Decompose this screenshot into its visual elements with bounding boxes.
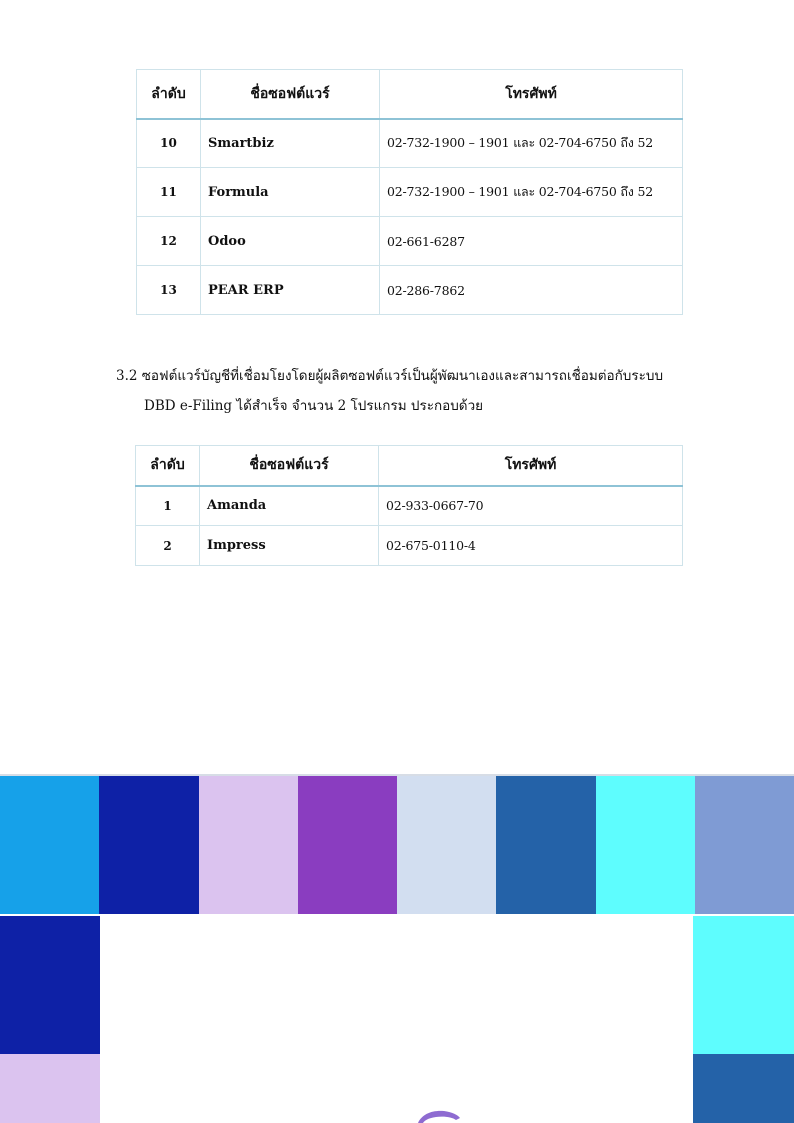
table-row — [137, 119, 683, 168]
header-phone: โทรศัพท์ — [380, 70, 683, 119]
decor-block — [99, 776, 199, 914]
decor-block — [693, 1054, 794, 1123]
row-no: 10 — [137, 119, 201, 168]
header-software-name: ชื่อซอฟต์แวร์ — [200, 446, 379, 486]
table-header-row — [137, 70, 683, 119]
row-no: 1 — [136, 486, 200, 526]
row-software-name: Formula — [201, 168, 380, 217]
row-phone: 02-732-1900 – 1901 และ 02-704-6750 ถึง 52 — [380, 119, 683, 168]
software-table-part2 — [135, 445, 683, 566]
row-phone: 02-732-1900 – 1901 และ 02-704-6750 ถึง 52 — [380, 168, 683, 217]
row-phone: 02-933-0667-70 — [379, 486, 683, 526]
decor-block — [496, 776, 596, 914]
row-no: 11 — [137, 168, 201, 217]
table-row — [136, 486, 683, 526]
section-3-2-line1: 3.2 ซอฟต์แวร์บัญชีที่เชื่อมโยงโดยผู้ผลิตซอฟต์แวร์เป็นผู้พัฒนาเองและสามารถเชื่อมต่อกับระบบ — [116, 368, 664, 384]
header-phone: โทรศัพท์ — [379, 446, 683, 486]
row-no: 13 — [137, 266, 201, 315]
decor-block — [199, 776, 299, 914]
software-table-part1 — [136, 69, 683, 315]
table-row — [137, 217, 683, 266]
row-software-name: Impress — [200, 526, 379, 566]
decor-block — [0, 776, 100, 914]
decor-block — [693, 916, 794, 1054]
decor-block — [397, 776, 497, 914]
row-no: 2 — [136, 526, 200, 566]
header-no: ลำดับ — [137, 70, 201, 119]
header-software-name: ชื่อซอฟต์แวร์ — [201, 70, 380, 119]
decor-block — [695, 776, 794, 914]
table-header-row — [136, 446, 683, 486]
section-3-2-line2: DBD e-Filing ได้สำเร็จ จำนวน 2 โปรแกรม ประกอบด้วย — [144, 398, 484, 414]
table-row — [137, 168, 683, 217]
header-no: ลำดับ — [136, 446, 200, 486]
decor-block — [0, 916, 100, 1054]
decor-block — [298, 776, 398, 914]
row-software-name: Amanda — [200, 486, 379, 526]
row-software-name: Smartbiz — [201, 119, 380, 168]
decor-block — [596, 776, 696, 914]
row-phone: 02-675-0110-4 — [379, 526, 683, 566]
decor-block — [0, 1054, 100, 1123]
row-no: 12 — [137, 217, 201, 266]
decorative-accent-shape — [414, 1108, 464, 1123]
row-software-name: PEAR ERP — [201, 266, 380, 315]
row-software-name: Odoo — [201, 217, 380, 266]
row-phone: 02-661-6287 — [380, 217, 683, 266]
table-row — [137, 266, 683, 315]
row-phone: 02-286-7862 — [380, 266, 683, 315]
table-row — [136, 526, 683, 566]
